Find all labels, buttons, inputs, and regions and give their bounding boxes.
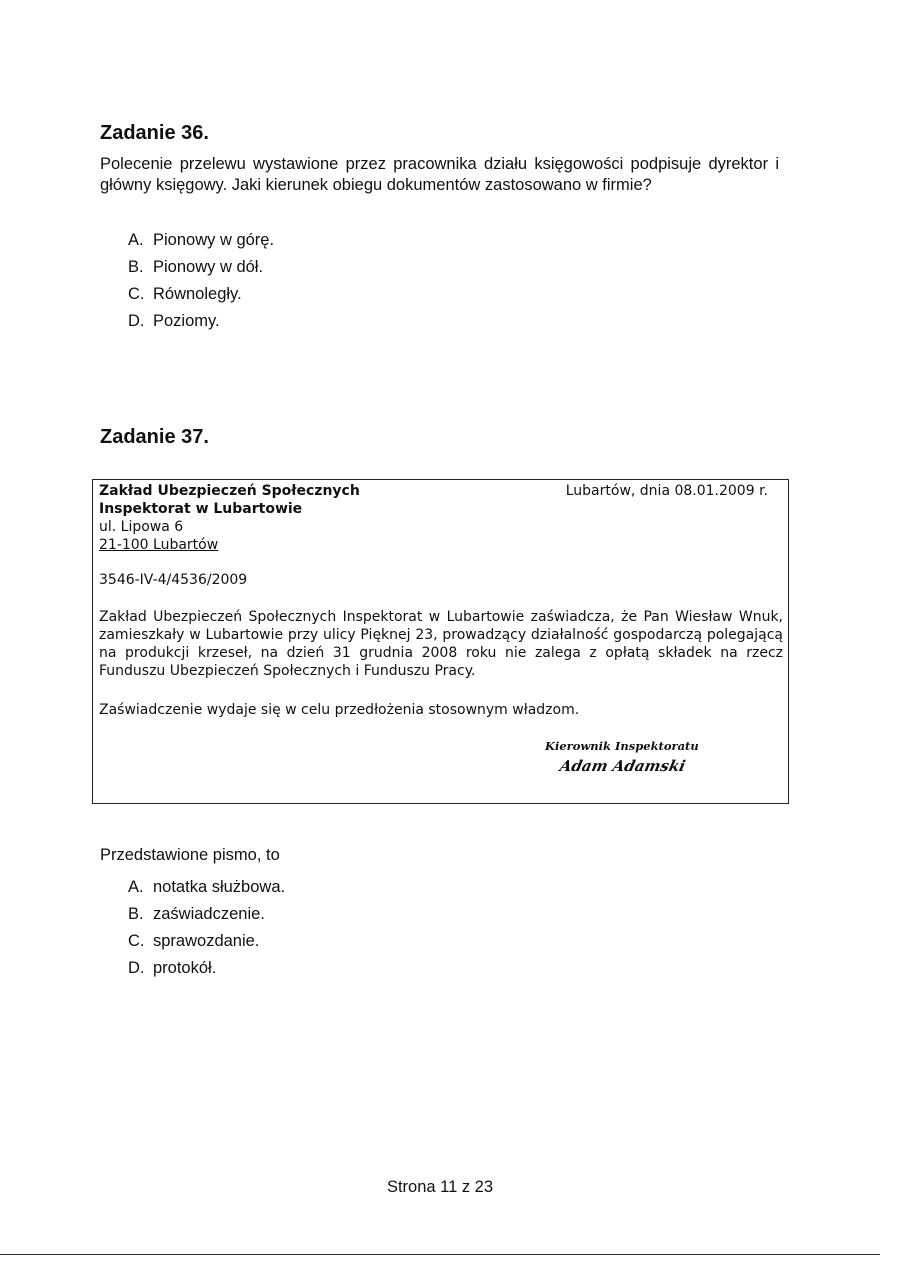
sender-city: 21-100 Lubartów <box>99 537 219 553</box>
option-text: Pionowy w dół. <box>153 258 264 276</box>
option-text: Pionowy w górę. <box>153 231 275 249</box>
option-letter: C. <box>128 932 145 950</box>
task-36-option-b <box>128 254 274 281</box>
task-36-option-c <box>128 281 274 308</box>
task-37-option-c <box>128 928 285 955</box>
option-letter: A. <box>128 231 144 249</box>
document-body: Zakład Ubezpieczeń Społecznych Inspektorat w Lubartowie zaświadcza, że Pan Wiesław Wnuk, zamieszkały w Lubartowie przy ulicy Pięknej 23, prowadzący działalność gospodarczą polegającą na produkcji krzeseł, na dzień 31 grudnia 2008 roku nie zalega z opłatą składek na rzecz Funduszu Ubezpieczeń Społecznych i Funduszu Pracy. <box>99 609 783 679</box>
sender-branch: Inspektorat w Lubartowie <box>99 501 303 517</box>
option-text: notatka służbowa. <box>153 878 286 896</box>
option-letter: A. <box>128 878 144 896</box>
option-text: protokół. <box>153 959 217 977</box>
option-letter: B. <box>128 905 144 923</box>
sender-street: ul. Lipowa 6 <box>99 519 184 535</box>
option-text: Równoległy. <box>153 285 242 303</box>
task-37-question: Przedstawione pismo, to <box>100 846 280 864</box>
task-37-options <box>128 874 285 982</box>
document-purpose: Zaświadczenie wydaje się w celu przedłożenia stosownym władzom. <box>99 702 580 718</box>
task-37-option-d <box>128 955 285 982</box>
bottom-divider <box>0 1254 880 1255</box>
task-36-option-d <box>128 308 274 335</box>
task-37-title: Zadanie 37. <box>100 426 209 448</box>
task-37-option-b <box>128 901 285 928</box>
task-36-title: Zadanie 36. <box>100 122 209 144</box>
task-36-question: Polecenie przelewu wystawione przez pracownika działu księgowości podpisuje dyrektor i główny księgowy. Jaki kierunek obiegu dokumentów zastosowano w firmie? <box>100 155 779 194</box>
task-36-options <box>128 227 274 335</box>
document-date: Lubartów, dnia 08.01.2009 r. <box>565 483 768 499</box>
sender-block <box>99 482 360 554</box>
option-text: sprawozdanie. <box>153 932 260 950</box>
page-number: Strona 11 z 23 <box>386 1178 494 1196</box>
document-reference: 3546-IV-4/4536/2009 <box>99 572 248 588</box>
signature-text: Adam Adamski <box>558 757 687 775</box>
option-letter: D. <box>128 312 145 330</box>
task-36-option-a <box>128 227 274 254</box>
option-letter: C. <box>128 285 145 303</box>
option-letter: D. <box>128 959 145 977</box>
option-text: Poziomy. <box>153 312 220 330</box>
signatory-title: Kierownik Inspektoratu <box>545 739 699 753</box>
option-text: zaświadczenie. <box>153 905 265 923</box>
task-37-option-a <box>128 874 285 901</box>
handwritten-signature <box>545 752 695 778</box>
sender-name: Zakład Ubezpieczeń Społecznych <box>99 483 360 499</box>
option-letter: B. <box>128 258 144 276</box>
certificate-document <box>92 479 789 804</box>
